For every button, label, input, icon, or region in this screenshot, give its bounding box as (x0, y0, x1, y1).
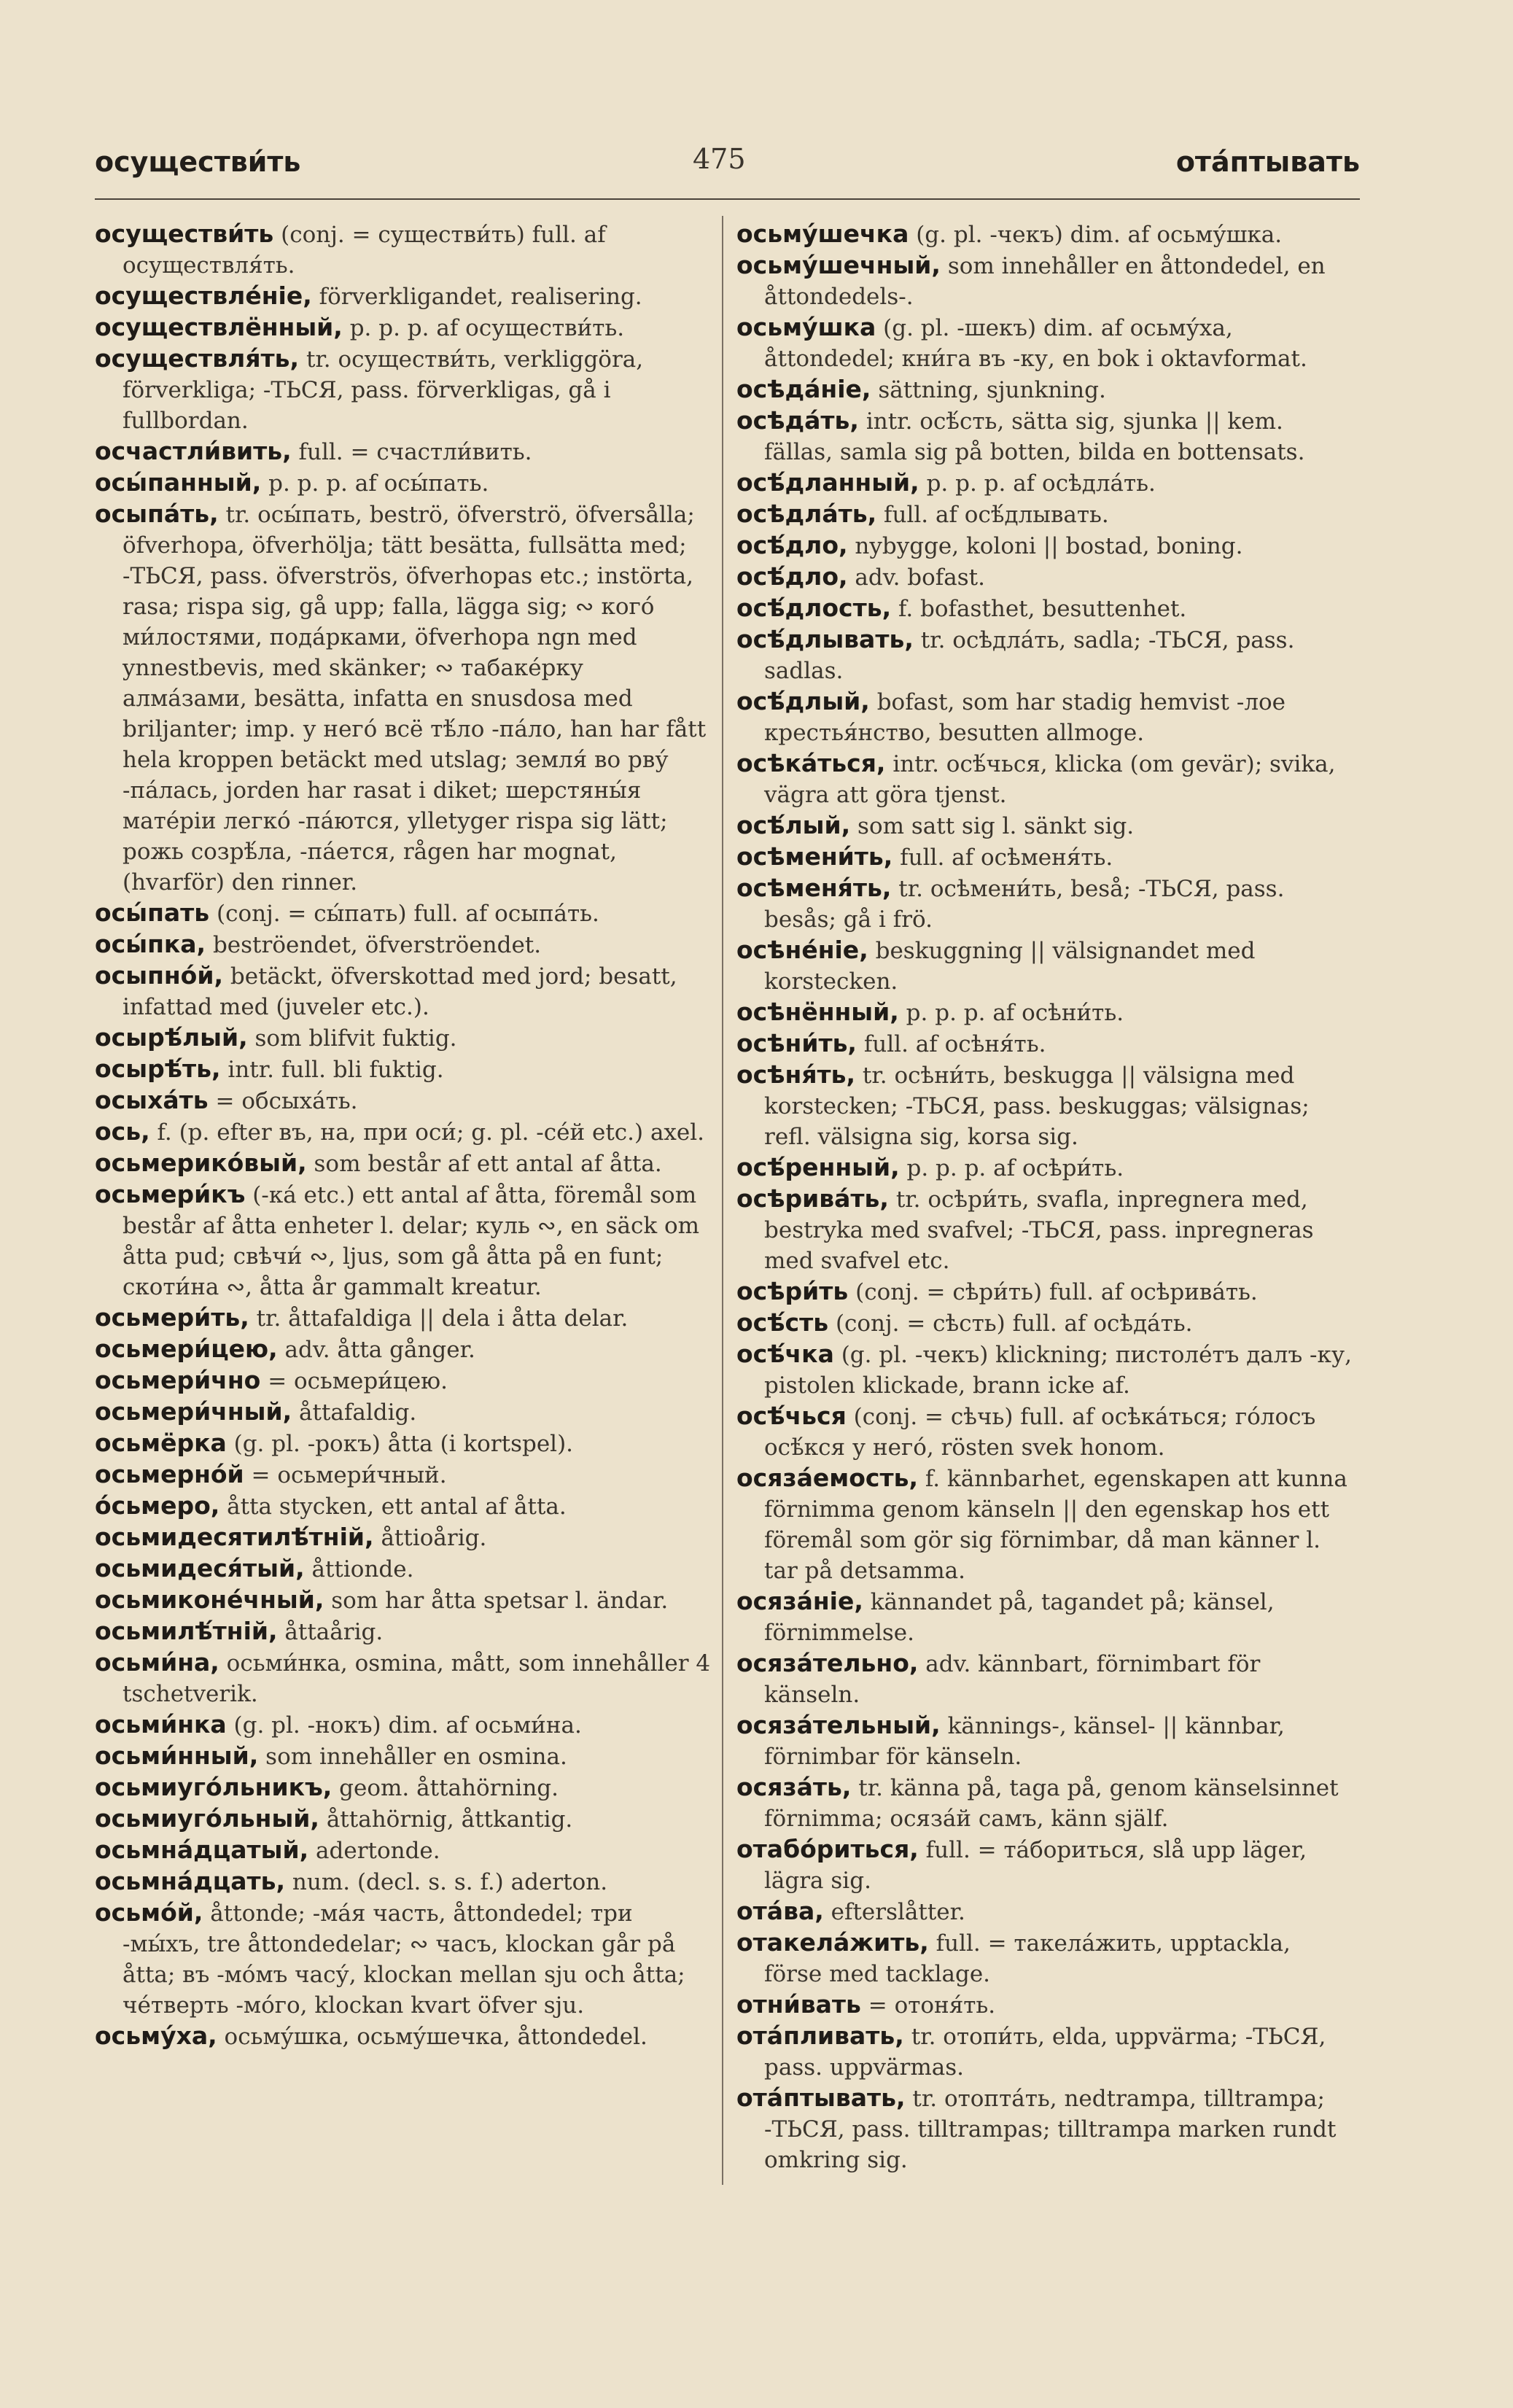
entry-headword: осьмиуго́льный, (95, 1804, 319, 1833)
entry-definition: beströendet, öfverströendet. (212, 932, 542, 958)
dictionary-entry (736, 1152, 1353, 1184)
entry-definition: f. kännbarhet, egenskapen att kunna förnimma genom känseln || den egenskap hos ett föremål som gör sig förnimbar, då man känner l. tar på detsamma. (764, 1466, 1347, 1584)
dictionary-entry (95, 1334, 711, 1365)
dictionary-entry (95, 1898, 711, 2021)
entry-definition: tr. känna på, taga på, genom känselsinnet förnimma; осяза́й самъ, känn själf. (764, 1775, 1339, 1832)
entry-headword: отабо́риться, (736, 1835, 919, 1863)
entry-headword: осяза́тельно, (736, 1649, 919, 1677)
entry-definition: efterslåtter. (831, 1899, 965, 1925)
entry-headword: осѣдла́ть, (736, 500, 877, 528)
entry-definition: p. p. p. af осуществи́ть. (349, 315, 625, 341)
dictionary-entry (736, 593, 1353, 624)
dictionary-entry (95, 281, 711, 312)
dictionary-entry (736, 562, 1353, 593)
entry-headword: осырѣ́лый, (95, 1023, 248, 1052)
entry-definition: tr. осуществи́ть, verkliggöra, förverkliga; -ТЬСЯ, pass. förverkligas, gå i fullbordan. (122, 346, 644, 434)
entry-headword: осьмери́чный, (95, 1397, 292, 1426)
dictionary-entry (95, 1616, 711, 1647)
dictionary-entry (736, 1710, 1353, 1772)
entry-headword: осьмо́й, (95, 1898, 203, 1927)
entry-headword: осѣрива́ть, (736, 1184, 889, 1213)
dictionary-entry (95, 1709, 711, 1741)
dictionary-entry (736, 748, 1353, 810)
dictionary-entry (95, 1491, 711, 1522)
entry-definition: = обсыха́ть. (215, 1088, 358, 1114)
dictionary-entry (736, 1772, 1353, 1834)
entry-headword: ота́птывать, (736, 2083, 906, 2112)
entry-definition: full. af осѣня́ть. (863, 1031, 1046, 1057)
entry-definition: p. p. p. af осѣни́ть. (906, 1000, 1124, 1026)
entry-headword: осѣри́ть (736, 1277, 849, 1305)
entry-headword: осѣ́дло, (736, 531, 848, 559)
entry-headword: осьмёрка (95, 1429, 227, 1457)
entry-headword: осьмери́къ (95, 1180, 246, 1208)
dictionary-entry (736, 1463, 1353, 1586)
entry-definition: som blifvit fuktig. (254, 1025, 457, 1052)
entry-headword: осьмиуго́льникъ, (95, 1773, 332, 1801)
dictionary-entry (95, 1179, 711, 1302)
dictionary-entry (95, 1522, 711, 1553)
dictionary-entry (95, 1365, 711, 1397)
dictionary-entry (736, 1401, 1353, 1463)
dictionary-entry (736, 312, 1353, 374)
dictionary-entry (736, 219, 1353, 250)
entry-definition: (g. pl. -чекъ) klickning; пистолéтъ далъ -ку, pistolen klickade, brann icke af. (764, 1342, 1352, 1399)
dictionary-entry (95, 219, 711, 281)
entry-headword: осуществи́ть (95, 220, 274, 248)
dictionary-entry (95, 1741, 711, 1772)
dictionary-entry (95, 1553, 711, 1585)
entry-definition: åttaårig. (284, 1619, 384, 1645)
entry-headword: ота́пливать, (736, 2021, 904, 2050)
entry-headword: о́сьмеро, (95, 1491, 220, 1520)
dictionary-entry (736, 1896, 1353, 1927)
dictionary-entry (736, 624, 1353, 686)
entry-definition: kännings-, känsel- || kännbar, förnimbar för känseln. (764, 1713, 1285, 1770)
dictionary-entry (95, 1428, 711, 1459)
entry-headword: осѣда́ть, (736, 406, 859, 435)
dictionary-entry (95, 1148, 711, 1179)
entry-headword: осьмери́чно (95, 1366, 261, 1394)
dictionary-entry (736, 1834, 1353, 1896)
entry-definition: (g. pl. -нокъ) dim. af осьми́на. (233, 1712, 582, 1739)
entry-headword: осьмна́дцать, (95, 1867, 286, 1895)
entry-definition: (conj. = сѣчь) full. af осѣка́ться; го́лосъ осѣ́кся у него́, rösten svek honom. (764, 1404, 1316, 1461)
entry-definition: num. (decl. s. s. f.) aderton. (292, 1869, 608, 1895)
dictionary-entry (95, 1803, 711, 1835)
entry-definition: tr. осѣри́ть, svafla, inpregnera med, bestryka med svafvel; -ТЬСЯ, pass. inpregneras med svafvel etc. (764, 1186, 1314, 1274)
dictionary-entry (736, 2083, 1353, 2175)
entry-definition: tr. осѣдла́ть, sadla; -ТЬСЯ, pass. sadlas. (764, 627, 1295, 684)
dictionary-entry (95, 898, 711, 929)
dictionary-entry (95, 1022, 711, 1054)
entry-headword: осьмери́цею, (95, 1335, 278, 1363)
entry-definition: f. bofasthet, besuttenhet. (898, 596, 1187, 622)
left-column (95, 219, 711, 2188)
entry-definition: full. = такела́жить, upptackla, förse med tacklage. (764, 1930, 1291, 1987)
dictionary-entry (95, 436, 711, 467)
entry-definition: åttahörnig, åttkantig. (326, 1806, 573, 1833)
entry-definition: p. p. p. af осы́пать. (268, 470, 489, 497)
entry-headword: осѣ́лый, (736, 811, 851, 839)
entry-headword: осѣнéніе, (736, 936, 868, 964)
entry-headword: осѣ́ренный, (736, 1153, 900, 1181)
page-header (0, 0, 1513, 204)
dictionary-entry (736, 1989, 1353, 2021)
entry-definition: (conj. = сѣсть) full. af осѣда́ть. (835, 1310, 1193, 1337)
dictionary-entry (736, 1184, 1353, 1276)
entry-definition: förverkligandet, realisering. (319, 284, 642, 310)
entry-definition: som består af ett antal af åtta. (314, 1151, 662, 1177)
entry-headword: осѣмени́ть, (736, 842, 893, 871)
dictionary-entry (736, 1927, 1353, 1989)
entry-headword: осуществлéніе, (95, 281, 312, 310)
entry-headword: осы́пка, (95, 930, 206, 958)
entry-definition: (g. pl. -шекъ) dim. af осьму́ха, åttondedel; кни́га въ -ку, en bok i oktavformat. (764, 315, 1307, 372)
column-divider (722, 216, 723, 2185)
dictionary-entry (736, 405, 1353, 467)
dictionary-entry (736, 1276, 1353, 1308)
entry-definition: full. = та́бориться, slå upp läger, lägra sig. (764, 1837, 1307, 1894)
entry-headword: осьмидесятилѣ́тній, (95, 1523, 374, 1551)
dictionary-entry (736, 997, 1353, 1028)
entry-definition: (g. pl. -рокъ) åtta (i kortspel). (233, 1431, 574, 1457)
dictionary-entry (736, 1028, 1353, 1060)
dictionary-entry (736, 810, 1353, 842)
entry-headword: осяза́емость, (736, 1464, 918, 1492)
entry-headword: осыха́ть (95, 1086, 209, 1114)
dictionary-entry (736, 1339, 1353, 1401)
dictionary-entry (95, 312, 711, 343)
right-column (736, 219, 1353, 2188)
header-rule (95, 198, 1360, 200)
entry-definition: tr. åttafaldiga || dela i åtta delar. (256, 1305, 629, 1332)
entry-definition: åttafaldig. (299, 1399, 417, 1426)
dictionary-entry (736, 1308, 1353, 1339)
dictionary-entry (736, 2021, 1353, 2083)
dictionary-entry (95, 1085, 711, 1116)
entry-definition: intr. full. bli fuktig. (227, 1057, 444, 1083)
dictionary-entry (95, 1459, 711, 1491)
dictionary-entry (736, 499, 1353, 530)
entry-definition: осьму́шка, осьму́шечка, åttondedel. (224, 2024, 647, 2050)
entry-definition: intr. осѣ́чься, klicka (om gevär); svika, vägra att göra tjenst. (764, 751, 1336, 808)
entry-definition: adv. kännbart, förnimbart för känseln. (764, 1651, 1261, 1708)
entry-headword: осѣда́ніе, (736, 375, 871, 403)
entry-definition: (-ка́ etc.) ett antal af åtta, föremål som består af åtta enheter l. delar; куль ∾, en säck om åtta pud; свѣчи́ ∾, ljus, som gå åtta på en funt; скоти́на ∾, åtta år gammalt kreatur. (122, 1182, 700, 1300)
entry-definition: (conj. = сы́пать) full. af осыпа́ть. (217, 901, 599, 927)
entry-headword: осяза́тельный, (736, 1711, 941, 1739)
entry-headword: осьми́нный, (95, 1741, 259, 1770)
entry-definition: tr. осѣмени́ть, beså; -ТЬСЯ, pass. besås; gå i frö. (764, 876, 1285, 933)
dictionary-entry (95, 1116, 711, 1148)
entry-headword: осьмерно́й (95, 1460, 244, 1488)
entry-definition: åttionde. (311, 1556, 414, 1582)
entry-headword: осѣ́длость, (736, 594, 892, 622)
entry-definition: som har åtta spetsar l. ändar. (331, 1588, 669, 1614)
entry-definition: full. = счастли́вить. (298, 439, 532, 465)
dictionary-entry (736, 530, 1353, 562)
entry-headword: осяза́ніе, (736, 1587, 863, 1615)
entry-headword: осѣ́длый, (736, 687, 870, 715)
entry-headword: осьмерико́вый, (95, 1149, 307, 1177)
entry-definition: geom. åttahörning. (339, 1775, 559, 1801)
dictionary-entry (736, 374, 1353, 405)
entry-definition: = осьмери́чный. (251, 1462, 447, 1488)
entry-headword: осьму́ха, (95, 2021, 217, 2050)
entry-definition: осьми́нка, osmina, mått, som innehåller 4 tschetverik. (122, 1650, 711, 1707)
entry-headword: осьмна́дцатый, (95, 1836, 309, 1864)
right-running-headword: отáптывать (1175, 146, 1360, 178)
entry-definition: full. af осѣ́длывать. (884, 502, 1109, 528)
entry-definition: tr. осы́пать, beströ, öfverströ, öfversålla; öfverhopa, öfverhölja; tätt besätta, fullsätta med; -ТЬСЯ, pass. öfverströs, öfverhopas etc.; instörta, rasa; rispa sig, gå upp; falla, lägga sig; ∾ кого́ ми́лостями, пода́рками, öfverhopa ngn med ynnestbevis, med skänker; ∾ табакéрку алмáзами, besätta, infatta en snusdosa med briljanter; imp. у него́ всё тѣ́ло -па́ло, han har fått hela kroppen betäckt med utslag; земля́ во рву́ -па́лась, jorden har rasat i diket; шерстяны́я матéріи легко́ -па́ются, ylletyger rispa sig lätt; рожь созрѣ́ла, -па́ется, rågen har mognat, (hvarför) den rinner. (122, 502, 707, 896)
entry-headword: осыпно́й, (95, 961, 224, 990)
entry-definition: nybygge, koloni || bostad, boning. (855, 533, 1243, 559)
dictionary-entry (95, 960, 711, 1022)
dictionary-entry (736, 873, 1353, 935)
entry-definition: = осьмери́цею. (268, 1368, 448, 1394)
entry-headword: осьми́нка (95, 1710, 227, 1739)
dictionary-entry (95, 499, 711, 898)
entry-definition: (conj. = существи́ть) full. af осуществля́ть. (122, 222, 606, 279)
entry-definition: bofast, som har stadig hemvist -лое крестья́нство, besutten allmoge. (764, 689, 1286, 746)
dictionary-entry (736, 250, 1353, 312)
entry-definition: adv. bofast. (855, 564, 985, 591)
entry-headword: осы́пать (95, 898, 210, 927)
entry-headword: осуществлённый, (95, 313, 343, 341)
dictionary-entry (736, 1060, 1353, 1152)
entry-headword: осьмидеся́тый, (95, 1554, 305, 1582)
entry-definition: tr. осѣни́ть, beskugga || välsigna med korstecken; -ТЬСЯ, pass. beskuggas; välsignas; refl. välsigna sig, korsa sig. (764, 1063, 1310, 1150)
entry-headword: осѣнённый, (736, 998, 899, 1026)
entry-headword: осѣ́дло, (736, 562, 848, 591)
entry-headword: осѣ́дланный, (736, 468, 919, 497)
entry-definition: beskuggning || välsignandet med korstecken. (764, 938, 1256, 995)
dictionary-entry (736, 686, 1353, 748)
dictionary-entry (736, 1648, 1353, 1710)
dictionary-entry (736, 1586, 1353, 1648)
dictionary-entry (95, 1585, 711, 1616)
page-number: 475 (693, 143, 746, 175)
entry-headword: осѣменя́ть, (736, 874, 892, 902)
dictionary-entry (736, 467, 1353, 499)
dictionary-entry (95, 2021, 711, 2052)
entry-definition: kännandet på, tagandet på; känsel, förnimmelse. (764, 1589, 1275, 1646)
dictionary-entry (736, 935, 1353, 997)
entry-definition: tr. отопта́ть, nedtrampa, tilltrampa; -ТЬСЯ, pass. tilltrampas; tilltrampa marken rundt omkring sig. (764, 2086, 1337, 2173)
entry-headword: осьму́шечка (736, 220, 909, 248)
entry-headword: осуществля́ть, (95, 344, 300, 373)
entry-headword: ось, (95, 1117, 150, 1146)
dictionary-entry (95, 343, 711, 436)
entry-definition: p. p. p. af осѣдла́ть. (926, 470, 1156, 497)
entry-headword: отакела́жить, (736, 1928, 929, 1957)
dictionary-entry (95, 1772, 711, 1803)
entry-headword: осьми́на, (95, 1648, 219, 1677)
dictionary-entry (95, 1302, 711, 1334)
entry-definition: som innehåller en åttondedel, en åttondedels-. (764, 253, 1326, 310)
dictionary-entry (95, 1647, 711, 1709)
entry-definition: (g. pl. -чекъ) dim. af осьму́шка. (916, 222, 1283, 248)
entry-headword: осѣ́чка (736, 1340, 834, 1368)
entry-headword: осьмилѣ́тній, (95, 1617, 278, 1645)
entry-definition: som satt sig l. sänkt sig. (857, 813, 1135, 839)
dictionary-entry (95, 1054, 711, 1085)
entry-definition: (conj. = сѣри́ть) full. af осѣрива́ть. (855, 1279, 1258, 1305)
entry-definition: adertonde. (316, 1838, 440, 1864)
entry-headword: осѣ́чься (736, 1402, 847, 1430)
entry-headword: осѣни́ть, (736, 1029, 857, 1057)
entry-definition: p. p. p. af осѣри́ть. (906, 1155, 1124, 1181)
entry-headword: осѣ́длывать, (736, 625, 914, 653)
entry-headword: осьму́шечный, (736, 251, 941, 279)
entry-headword: осьмери́ть, (95, 1303, 249, 1332)
dictionary-entry (95, 1397, 711, 1428)
entry-headword: осыпа́ть, (95, 500, 219, 528)
entry-definition: intr. осѣ́сть, sätta sig, sjunka || kem. fällas, samla sig på botten, bilda en bottensats. (764, 408, 1305, 465)
dictionary-entry (95, 467, 711, 499)
left-running-headword: осуществи́ть (95, 146, 301, 178)
entry-headword: осяза́ть, (736, 1773, 852, 1801)
entry-definition: som innehåller en osmina. (265, 1744, 567, 1770)
dictionary-entry (95, 1866, 711, 1898)
entry-definition: åttioårig. (381, 1525, 487, 1551)
entry-definition: åtta stycken, ett antal af åtta. (227, 1494, 567, 1520)
entry-headword: ота́ва, (736, 1897, 824, 1925)
entry-headword: осѣ́сть (736, 1308, 829, 1337)
entry-headword: осѣня́ть, (736, 1060, 856, 1089)
entry-headword: осьмиконéчный, (95, 1585, 324, 1614)
entry-headword: осырѣ́ть, (95, 1055, 221, 1083)
entry-definition: = отоня́ть. (868, 1992, 996, 2019)
entry-definition: full. af осѣменя́ть. (900, 844, 1113, 871)
entry-definition: åttonde; -ма́я часть, åttondedel; три -мы́хъ, tre åttondedelar; ∾ часъ, klockan går på åtta; въ -мо́мъ часу́, klockan mellan sju och åtta; чéтверть -мо́го, klockan kvart öfver sju. (122, 1900, 685, 2019)
entry-definition: betäckt, öfverskottad med jord; besatt, infattad med (juveler etc.). (122, 963, 677, 1020)
entry-definition: tr. отопи́ть, elda, uppvärma; -ТЬСЯ, pass. uppvärmas. (764, 2024, 1326, 2081)
entry-headword: осы́панный, (95, 468, 262, 497)
entry-headword: осѣка́ться, (736, 749, 886, 777)
entry-headword: отни́вать (736, 1990, 861, 2019)
dictionary-entry (95, 929, 711, 960)
entry-definition: f. (p. efter въ, на, при оси́; g. pl. -сéй etc.) axel. (157, 1119, 705, 1146)
entry-definition: adv. åtta gånger. (284, 1337, 475, 1363)
entry-headword: осчастли́вить, (95, 437, 292, 465)
dictionary-entry (736, 842, 1353, 873)
dictionary-entry (95, 1835, 711, 1866)
entry-definition: sättning, sjunkning. (878, 377, 1106, 403)
entry-headword: осьму́шка (736, 313, 876, 341)
